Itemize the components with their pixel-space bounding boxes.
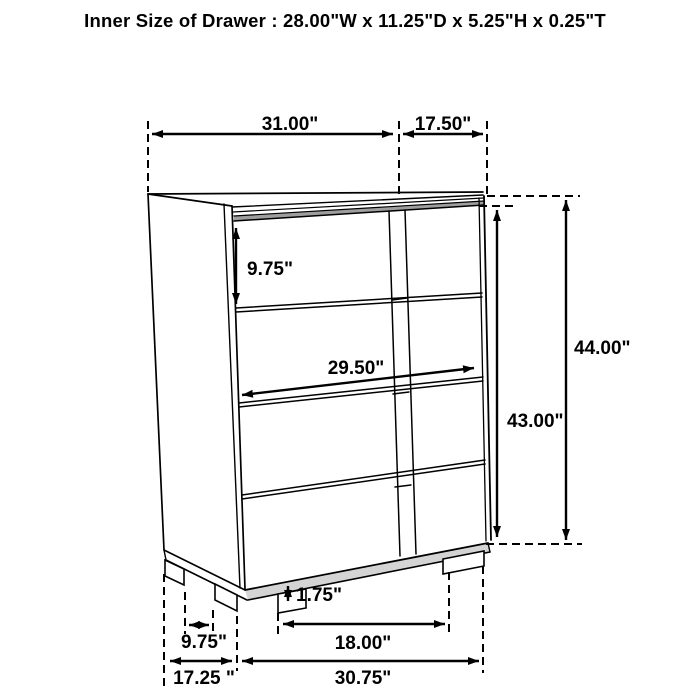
label-body-height: 43.00" xyxy=(507,411,564,432)
side-left-edge xyxy=(148,194,164,550)
handle-strip-left xyxy=(389,211,400,556)
label-front-leg: 18.00" xyxy=(334,633,392,654)
drawer-gap-2b xyxy=(239,381,483,407)
reference-lines xyxy=(148,121,582,687)
label-base-depth: 17.25 " xyxy=(173,668,235,689)
label-foot-height: 1.75" xyxy=(296,585,342,606)
label-side-leg: 9.75" xyxy=(181,632,227,653)
label-top-depth: 17.50" xyxy=(414,114,472,135)
label-drawer-width: 29.50" xyxy=(327,358,385,379)
drawer-gap-1b xyxy=(236,297,482,312)
drawer-gap-3a xyxy=(242,460,485,495)
diagram-title: Inner Size of Drawer : 28.00"W x 11.25"D x 5.25"H x 0.25"T xyxy=(84,10,606,31)
drawer-gap-1a xyxy=(236,293,482,308)
dimension-labels xyxy=(173,114,630,689)
foot-front-left xyxy=(215,584,237,611)
label-base-width: 30.75" xyxy=(334,668,392,689)
drawer-gap-3b xyxy=(242,464,485,499)
top-back-edge xyxy=(148,192,483,194)
front-left-edge xyxy=(232,206,245,589)
label-total-height: 44.00" xyxy=(574,338,631,359)
handle-strip-right xyxy=(405,210,416,554)
front-face-top-edge xyxy=(234,205,484,221)
foot-back-left xyxy=(165,560,184,585)
chest-drawing xyxy=(148,192,491,613)
label-top-width: 31.00" xyxy=(261,114,319,135)
top-left-edge xyxy=(148,194,232,206)
label-drawer-height: 9.75" xyxy=(247,259,293,280)
